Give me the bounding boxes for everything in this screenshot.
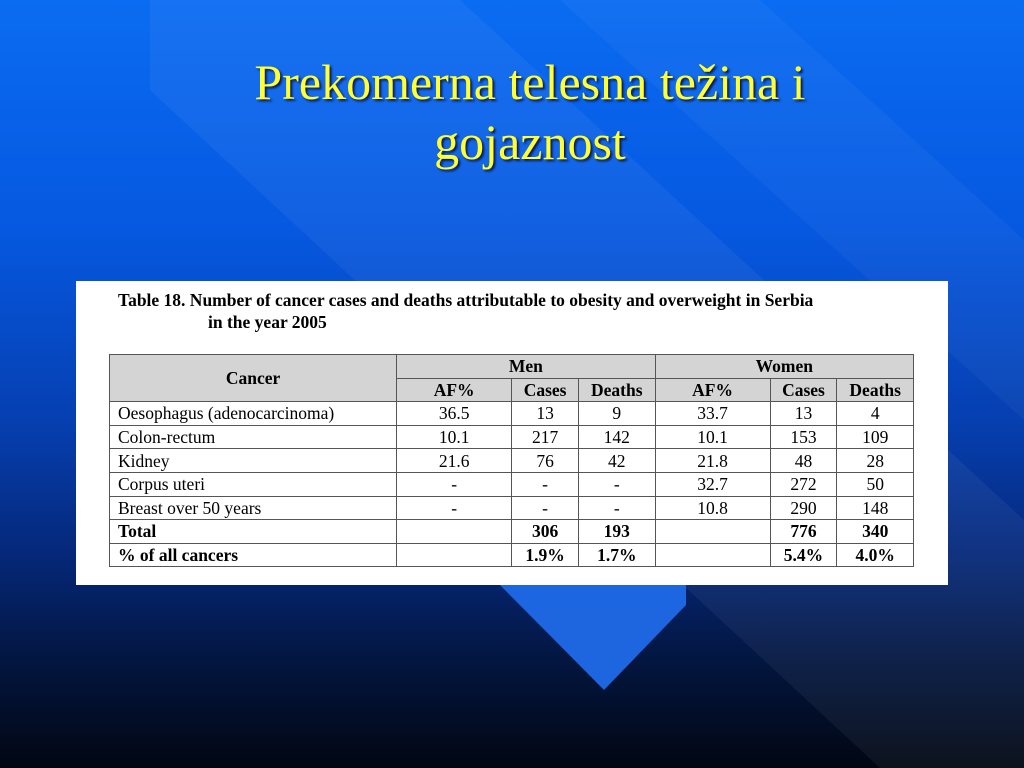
table-row xyxy=(110,472,914,496)
cell-men-af: - xyxy=(397,496,512,520)
cell-women-af: 33.7 xyxy=(655,402,770,426)
table-row xyxy=(110,496,914,520)
cell-women-deaths: 340 xyxy=(837,520,914,544)
cell-men-deaths: - xyxy=(578,472,655,496)
cell-cancer: Colon-rectum xyxy=(110,425,397,449)
table-row xyxy=(110,425,914,449)
cell-men-cases: 217 xyxy=(512,425,579,449)
cell-men-af: 36.5 xyxy=(397,402,512,426)
cell-cancer: Oesophagus (adenocarcinoma) xyxy=(110,402,397,426)
cancer-table xyxy=(109,354,914,567)
slide-title-line1: Prekomerna telesna težina i xyxy=(254,54,806,110)
cell-cancer: Kidney xyxy=(110,449,397,473)
table-figure xyxy=(76,281,948,585)
cell-men-cases: 76 xyxy=(512,449,579,473)
cell-women-cases: 5.4% xyxy=(770,543,837,567)
cell-women-deaths: 109 xyxy=(837,425,914,449)
cell-women-af: 10.1 xyxy=(655,425,770,449)
cell-women-af xyxy=(655,543,770,567)
header-men-deaths: Deaths xyxy=(578,378,655,402)
cell-women-deaths: 4.0% xyxy=(837,543,914,567)
cell-cancer: Corpus uteri xyxy=(110,472,397,496)
cell-percent-label: % of all cancers xyxy=(110,543,397,567)
header-cancer: Cancer xyxy=(110,355,397,402)
cell-women-cases: 48 xyxy=(770,449,837,473)
slide-title xyxy=(120,52,940,172)
cell-men-cases: - xyxy=(512,496,579,520)
cell-men-deaths: - xyxy=(578,496,655,520)
cell-women-cases: 13 xyxy=(770,402,837,426)
cell-women-cases: 153 xyxy=(770,425,837,449)
slide-title-line2: gojaznost xyxy=(434,114,626,170)
cell-men-af xyxy=(397,543,512,567)
table-caption xyxy=(118,289,938,333)
cell-men-cases: - xyxy=(512,472,579,496)
cell-men-cases: 13 xyxy=(512,402,579,426)
table-row xyxy=(110,449,914,473)
cell-women-cases: 776 xyxy=(770,520,837,544)
header-women-af: AF% xyxy=(655,378,770,402)
cell-men-af: 21.6 xyxy=(397,449,512,473)
cell-women-cases: 272 xyxy=(770,472,837,496)
cell-total-label: Total xyxy=(110,520,397,544)
cell-men-af: - xyxy=(397,472,512,496)
cell-women-af: 10.8 xyxy=(655,496,770,520)
header-women-deaths: Deaths xyxy=(837,378,914,402)
cell-women-af: 21.8 xyxy=(655,449,770,473)
cell-women-af: 32.7 xyxy=(655,472,770,496)
cell-men-deaths: 42 xyxy=(578,449,655,473)
cell-men-deaths: 142 xyxy=(578,425,655,449)
table-caption-line1: Table 18. Number of cancer cases and deaths attributable to obesity and overweight in Serbia xyxy=(118,290,814,310)
cell-women-deaths: 50 xyxy=(837,472,914,496)
cell-women-deaths: 4 xyxy=(837,402,914,426)
header-men: Men xyxy=(397,355,655,379)
table-caption-line2: in the year 2005 xyxy=(208,312,327,332)
header-women: Women xyxy=(655,355,913,379)
table-percent-row xyxy=(110,543,914,567)
header-men-cases: Cases xyxy=(512,378,579,402)
header-men-af: AF% xyxy=(397,378,512,402)
cell-women-af xyxy=(655,520,770,544)
cell-women-deaths: 28 xyxy=(837,449,914,473)
cell-men-cases: 1.9% xyxy=(512,543,579,567)
cell-men-deaths: 193 xyxy=(578,520,655,544)
cell-men-cases: 306 xyxy=(512,520,579,544)
cell-women-cases: 290 xyxy=(770,496,837,520)
cell-men-deaths: 1.7% xyxy=(578,543,655,567)
table-row xyxy=(110,402,914,426)
cell-men-deaths: 9 xyxy=(578,402,655,426)
cell-men-af xyxy=(397,520,512,544)
cell-women-deaths: 148 xyxy=(837,496,914,520)
table-total-row xyxy=(110,520,914,544)
cell-cancer: Breast over 50 years xyxy=(110,496,397,520)
header-women-cases: Cases xyxy=(770,378,837,402)
table-header-row xyxy=(110,355,914,379)
cell-men-af: 10.1 xyxy=(397,425,512,449)
